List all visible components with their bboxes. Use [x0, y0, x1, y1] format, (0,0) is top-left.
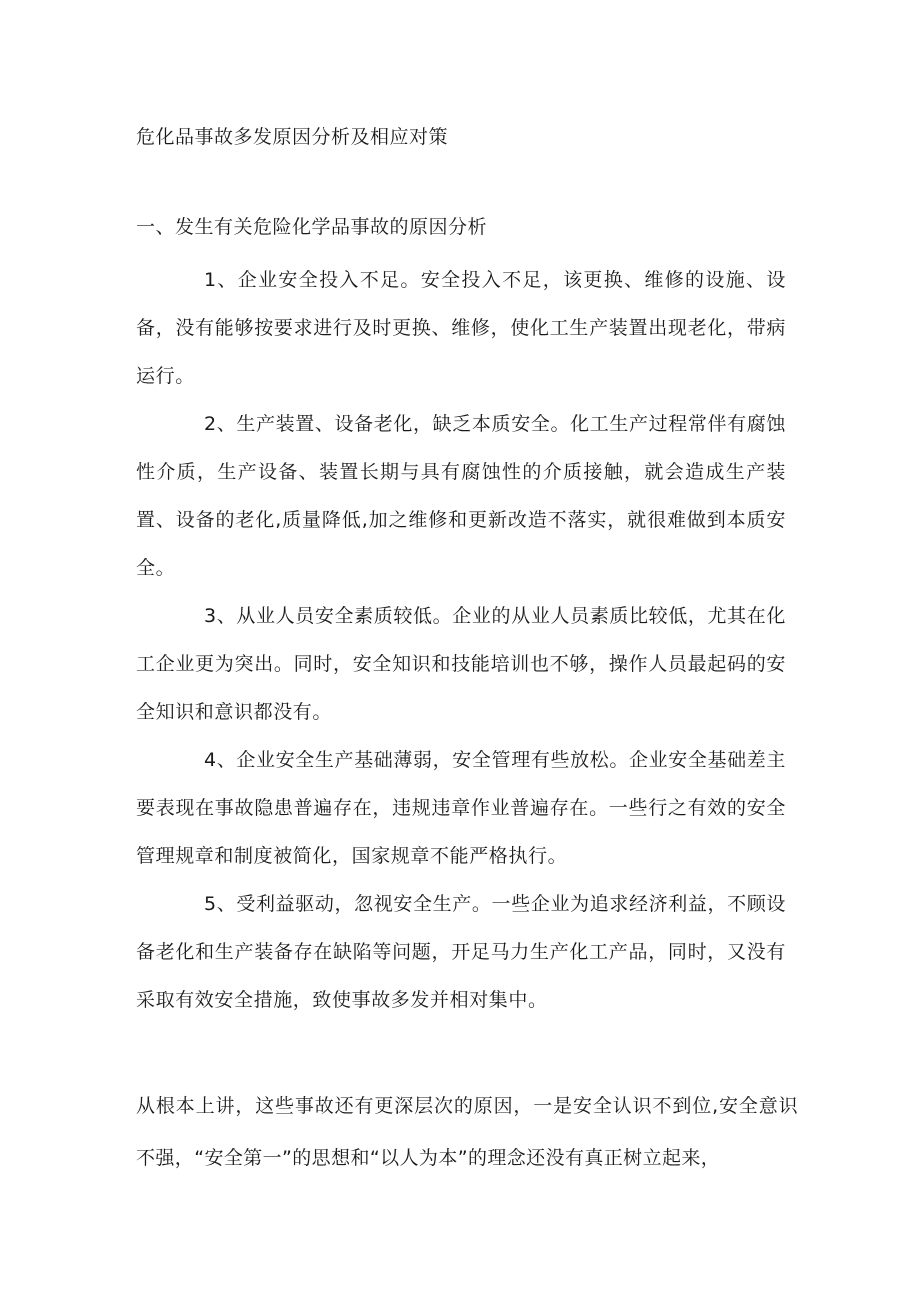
document-title: 危化品事故多发原因分析及相应对策 [136, 126, 449, 148]
section-heading: 一、发生有关危险化学品事故的原因分析 [136, 216, 488, 238]
paragraph-1: 1、企业安全投入不足。安全投入不足，该更换、维修的设施、设备，没有能够按要求进行及时更换、维修，使化工生产装置出现老化，带病运行。 [136, 269, 786, 387]
paragraph-4: 4、企业安全生产基础薄弱，安全管理有些放松。企业安全基础差主要表现在事故隐患普遍存在，违规违章作业普遍存在。一些行之有效的安全管理规章和制度被简化，国家规章不能严格执行。 [136, 749, 786, 867]
paragraph-5: 5、受利益驱动，忽视安全生产。一些企业为追求经济利益，不顾设备老化和生产装备存在缺陷等问题，开足马力生产化工产品，同时，又没有采取有效安全措施，致使事故多发并相对集中。 [136, 893, 786, 1011]
paragraph-3: 3、从业人员安全素质较低。企业的从业人员素质比较低，尤其在化工企业更为突出。同时，安全知识和技能培训也不够，操作人员最起码的安全知识和意识都没有。 [136, 605, 786, 723]
conclusion-paragraph: 从根本上讲，这些事故还有更深层次的原因，一是安全认识不到位,安全意识不强，“安全第一”的思想和“以人为本”的理念还没有真正树立起来， [136, 1095, 798, 1169]
paragraph-2: 2、生产装置、设备老化，缺乏本质安全。化工生产过程常伴有腐蚀性介质，生产设备、装置长期与具有腐蚀性的介质接触，就会造成生产装置、设备的老化,质量降低,加之维修和更新改造不落实，就很难做到本质安全。 [136, 413, 786, 579]
